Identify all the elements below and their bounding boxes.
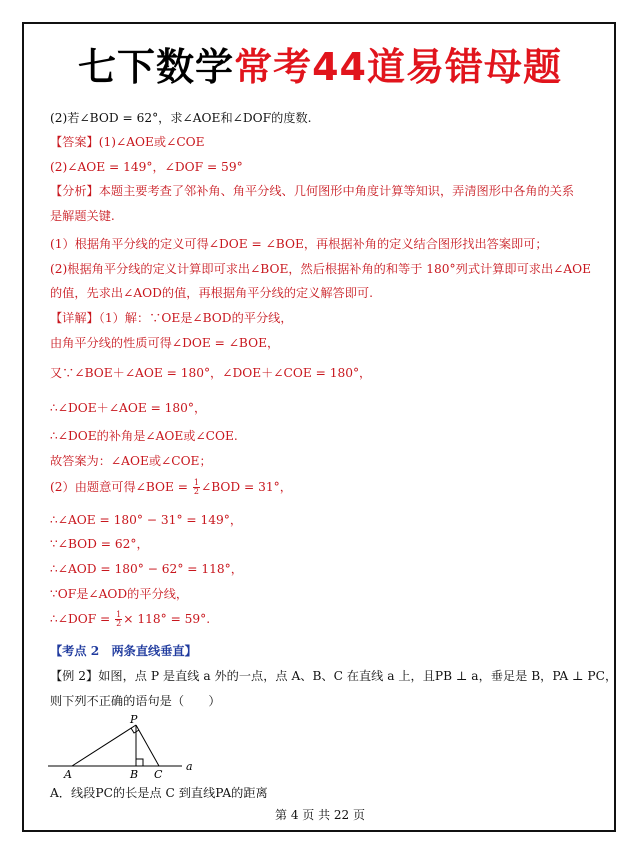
- frac-2-suffix: × 118° = 59°.: [123, 612, 211, 626]
- detail-line-frac-2: [50, 611, 210, 628]
- label-B: B: [130, 768, 139, 780]
- answer-2: (2)∠AOE = 149°，∠DOF = 59°: [50, 160, 243, 174]
- detail-line-frac-1: [50, 479, 292, 496]
- frac-2-prefix: ∴∠DOF =: [50, 612, 115, 626]
- label-P: P: [130, 713, 138, 726]
- example-line-1: 【例 2】如图，点 P 是直线 a 外的一点，点 A、B、C 在直线 a 上，且PB ⊥ a，垂足是 B，PA ⊥ PC，: [50, 669, 618, 683]
- detail-line-7: ∴∠AOE = 180° − 31° = 149°，: [50, 513, 243, 527]
- detail-line-6: 故答案为：∠AOE或∠COE；: [50, 454, 212, 468]
- detail-line-9: ∴∠AOD = 180° − 62° = 118°，: [50, 562, 243, 576]
- frac-1-den: 2: [193, 487, 199, 496]
- option-a: A．线段PC的长是点 C 到直线PA的距离: [50, 786, 268, 800]
- analysis-line-1: 【分析】本题主要考查了邻补角、角平分线、几何图形中角度计算等知识，弄清图形中各角的关系: [50, 184, 575, 198]
- detail-line-2: 由角平分线的性质可得∠DOE = ∠BOE，: [50, 336, 280, 350]
- detail-line-4: ∴∠DOE＋∠AOE = 180°，: [50, 401, 207, 415]
- detail-line-10: ∵OF是∠AOD的平分线，: [50, 587, 189, 601]
- label-a: a: [186, 760, 193, 773]
- detail-line-3: 又∵∠BOE＋∠AOE = 180°，∠DOE＋∠COE = 180°，: [50, 366, 372, 380]
- frac-1-prefix: (2）由题意可得∠BOE =: [50, 480, 192, 494]
- right-angle-mark-B: [136, 759, 143, 766]
- detail-line-8: ∵∠BOD = 62°，: [50, 537, 149, 551]
- question-part-2: (2)若∠BOD = 62°，求∠AOE和∠DOF的度数.: [50, 111, 312, 125]
- analysis-line-4: (2)根据角平分线的定义计算即可求出∠BOE，然后根据补角的和等于 180°列式计算即可求出∠AOE: [50, 262, 592, 276]
- frac-1-suffix: ∠BOD = 31°，: [200, 480, 292, 494]
- label-A: A: [64, 768, 72, 780]
- frac-1-num: 1: [193, 478, 199, 487]
- fraction-half-2: [115, 611, 122, 628]
- analysis-line-3: (1）根据角平分线的定义可得∠DOE = ∠BOE，再根据补角的定义结合图形找出答案即可；: [50, 237, 548, 251]
- geometry-figure: [44, 712, 204, 780]
- detail-line-5: ∴∠DOE的补角是∠AOE或∠COE.: [50, 429, 238, 443]
- analysis-line-5: 的值，先求出∠AOD的值，再根据角平分线的定义解答即可.: [50, 286, 373, 300]
- segment-PA: [72, 725, 136, 766]
- page-footer: 第 4 页 共 22 页: [275, 808, 365, 822]
- example-line-2: 则下列不正确的语句是（ ）: [50, 694, 221, 708]
- answer-1: 【答案】(1)∠AOE或∠COE: [50, 135, 205, 149]
- fraction-half-1: [193, 479, 200, 496]
- detail-line-1: 【详解】（1）解：∵OE是∠BOD的平分线，: [50, 311, 293, 325]
- analysis-line-2: 是解题关键.: [50, 209, 115, 223]
- segment-PC: [136, 725, 159, 766]
- frac-2-num: 1: [116, 610, 122, 619]
- title-part-black: 七下数学: [78, 45, 235, 89]
- kaodian-heading: 【考点 2 两条直线垂直】: [50, 644, 197, 658]
- title-part-red: 常考44道易错母题: [234, 45, 562, 89]
- page-title: [0, 36, 640, 91]
- frac-2-den: 2: [116, 619, 122, 628]
- label-C: C: [154, 768, 163, 780]
